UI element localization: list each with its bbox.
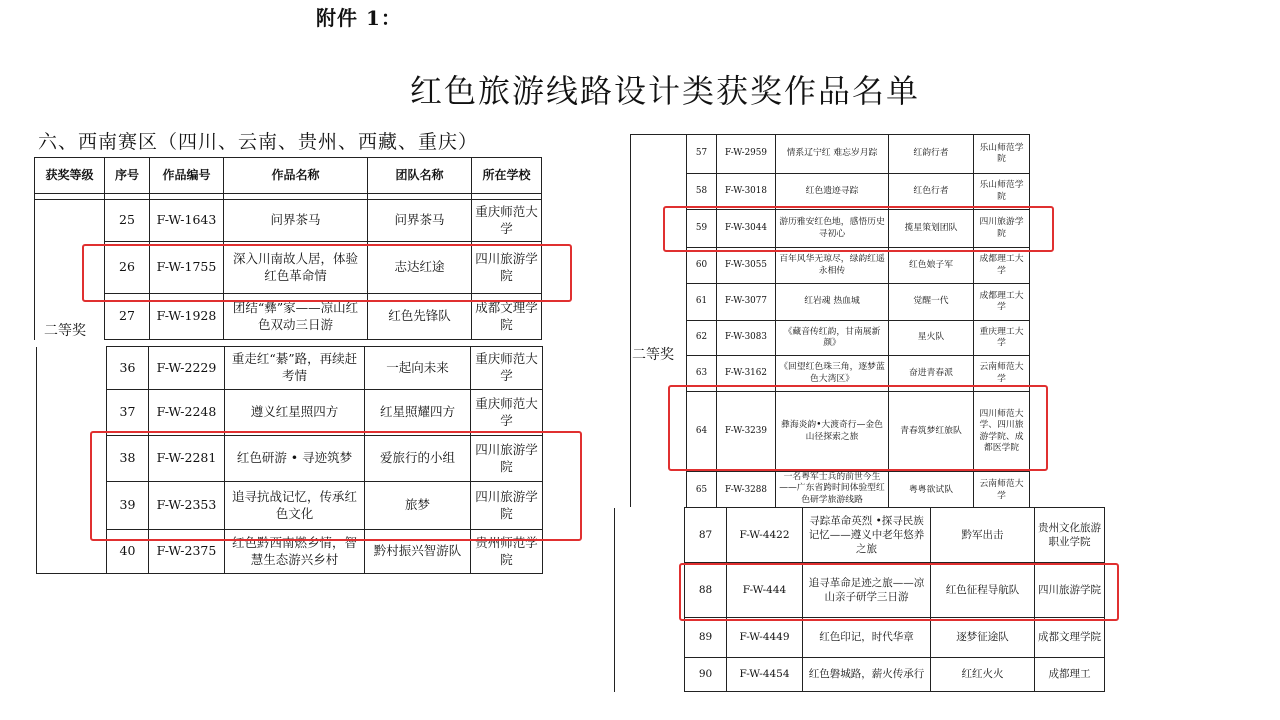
row-code: F-W-1755 bbox=[150, 242, 224, 294]
table-row bbox=[615, 508, 1105, 563]
row-code: F-W-3288 bbox=[717, 472, 776, 510]
row-team: 青春筑梦红旅队 bbox=[889, 392, 974, 472]
row-school: 成都理工大学 bbox=[974, 248, 1030, 284]
award-level-cell bbox=[37, 347, 107, 574]
attachment-label: 附件 1： bbox=[316, 6, 402, 30]
table-row bbox=[37, 482, 543, 530]
row-number: 64 bbox=[687, 392, 717, 472]
row-team: 逐梦征途队 bbox=[931, 618, 1035, 658]
row-school: 贵州文化旅游职业学院 bbox=[1035, 508, 1105, 563]
awards-table-a bbox=[34, 157, 542, 340]
row-team: 红星照耀四方 bbox=[365, 390, 471, 436]
row-code: F-W-3055 bbox=[717, 248, 776, 284]
table-row bbox=[631, 174, 1030, 210]
row-number: 87 bbox=[685, 508, 727, 563]
table-row bbox=[615, 563, 1105, 618]
row-number: 60 bbox=[687, 248, 717, 284]
row-code: F-W-4449 bbox=[727, 618, 803, 658]
row-team: 问界茶马 bbox=[368, 200, 472, 242]
row-code: F-W-1643 bbox=[150, 200, 224, 242]
header-work-code: 作品编号 bbox=[150, 158, 224, 194]
row-number: 25 bbox=[105, 200, 150, 242]
awards-table-b bbox=[36, 346, 543, 574]
table-row bbox=[37, 390, 543, 436]
row-school: 成都理工大学 bbox=[974, 284, 1030, 321]
row-school: 重庆师范大学 bbox=[471, 390, 543, 436]
row-school: 云南师范大学 bbox=[974, 356, 1030, 392]
row-team: 一起向未来 bbox=[365, 347, 471, 390]
row-number: 63 bbox=[687, 356, 717, 392]
row-work: 彝海炎韵•大渡奇行—金色山径探索之旅 bbox=[776, 392, 889, 472]
row-code: F-W-2281 bbox=[149, 436, 225, 482]
row-team: 粤粤欲试队 bbox=[889, 472, 974, 510]
row-code: F-W-3018 bbox=[717, 174, 776, 210]
row-work: 百年风华无琼尽，绿韵红遥永相传 bbox=[776, 248, 889, 284]
row-code: F-W-2375 bbox=[149, 530, 225, 574]
row-number: 38 bbox=[107, 436, 149, 482]
row-work: 游历雅安红色地，感悟历史寻初心 bbox=[776, 210, 889, 248]
row-number: 61 bbox=[687, 284, 717, 321]
table-fragment-a bbox=[34, 157, 542, 340]
table-row bbox=[631, 321, 1030, 356]
row-team: 红色先锋队 bbox=[368, 294, 472, 340]
table-row bbox=[37, 530, 543, 574]
header-number: 序号 bbox=[105, 158, 150, 194]
row-code: F-W-2229 bbox=[149, 347, 225, 390]
row-team: 红红火火 bbox=[931, 658, 1035, 692]
award-level-cell bbox=[615, 508, 685, 692]
table-row bbox=[37, 347, 543, 390]
row-team: 爱旅行的小组 bbox=[365, 436, 471, 482]
row-work: 深入川南故人居，体验红色革命情 bbox=[224, 242, 368, 294]
row-work: 情系辽宁红 难忘岁月踪 bbox=[776, 135, 889, 174]
row-team: 红色行者 bbox=[889, 174, 974, 210]
row-team: 旅梦 bbox=[365, 482, 471, 530]
row-number: 59 bbox=[687, 210, 717, 248]
row-school: 成都文理学院 bbox=[1035, 618, 1105, 658]
row-work: 问界茶马 bbox=[224, 200, 368, 242]
row-code: F-W-3162 bbox=[717, 356, 776, 392]
row-code: F-W-2959 bbox=[717, 135, 776, 174]
row-work: 一名粤军士兵的前世今生——广东省跨时间体验型红色研学旅游线路 bbox=[776, 472, 889, 510]
row-code: F-W-3239 bbox=[717, 392, 776, 472]
table-row bbox=[631, 210, 1030, 248]
row-number: 57 bbox=[687, 135, 717, 174]
row-code: F-W-444 bbox=[727, 563, 803, 618]
row-work: 重走红“綦”路，再续赶考情 bbox=[225, 347, 365, 390]
row-school: 重庆师范大学 bbox=[472, 200, 542, 242]
row-number: 90 bbox=[685, 658, 727, 692]
row-team: 黔村振兴智游队 bbox=[365, 530, 471, 574]
table-row bbox=[615, 658, 1105, 692]
row-work: 红色磐城路，薪火传承行 bbox=[803, 658, 931, 692]
row-code: F-W-3083 bbox=[717, 321, 776, 356]
table-row bbox=[35, 242, 542, 294]
table-row bbox=[631, 135, 1030, 174]
table-fragment-c bbox=[630, 134, 1030, 510]
row-number: 58 bbox=[687, 174, 717, 210]
award-level-label-left: 二等奖 bbox=[44, 320, 86, 340]
row-school: 成都理工 bbox=[1035, 658, 1105, 692]
row-team: 志达红途 bbox=[368, 242, 472, 294]
award-level-label-right: 二等奖 bbox=[632, 344, 674, 364]
row-number: 26 bbox=[105, 242, 150, 294]
row-number: 36 bbox=[107, 347, 149, 390]
row-team: 觉醒一代 bbox=[889, 284, 974, 321]
row-school: 四川旅游学院 bbox=[974, 210, 1030, 248]
table-header-row bbox=[35, 158, 542, 194]
row-school: 四川旅游学院 bbox=[471, 436, 543, 482]
row-team: 星火队 bbox=[889, 321, 974, 356]
row-work: 红色研游 • 寻迹筑梦 bbox=[225, 436, 365, 482]
row-school: 云南师范大学 bbox=[974, 472, 1030, 510]
row-school: 重庆理工大学 bbox=[974, 321, 1030, 356]
table-row bbox=[35, 200, 542, 242]
table-fragment-d bbox=[614, 507, 1105, 692]
row-code: F-W-4454 bbox=[727, 658, 803, 692]
row-school: 四川旅游学院 bbox=[1035, 563, 1105, 618]
row-code: F-W-1928 bbox=[150, 294, 224, 340]
row-work: 团结“彝”家——凉山红色双动三日游 bbox=[224, 294, 368, 340]
row-work: 追寻革命足迹之旅——凉山亲子研学三日游 bbox=[803, 563, 931, 618]
row-work: 红岩魂 热血城 bbox=[776, 284, 889, 321]
row-code: F-W-3044 bbox=[717, 210, 776, 248]
row-code: F-W-2248 bbox=[149, 390, 225, 436]
row-code: F-W-4422 bbox=[727, 508, 803, 563]
row-work: 遵义红星照四方 bbox=[225, 390, 365, 436]
row-school: 四川旅游学院 bbox=[471, 482, 543, 530]
table-fragment-b bbox=[36, 346, 543, 574]
awards-table-d bbox=[614, 507, 1105, 692]
table-row bbox=[631, 392, 1030, 472]
row-team: 红韵行者 bbox=[889, 135, 974, 174]
row-school: 乐山师范学院 bbox=[974, 174, 1030, 210]
row-number: 88 bbox=[685, 563, 727, 618]
table-row bbox=[37, 436, 543, 482]
row-work: 寻踪革命英烈 •探寻民族记忆——遵义中老年悠养之旅 bbox=[803, 508, 931, 563]
table-row bbox=[631, 284, 1030, 321]
row-team: 红色征程导航队 bbox=[931, 563, 1035, 618]
row-team: 黔军出击 bbox=[931, 508, 1035, 563]
row-school: 四川旅游学院 bbox=[472, 242, 542, 294]
row-work: 追寻抗战记忆，传承红色文化 bbox=[225, 482, 365, 530]
row-school: 重庆师范大学 bbox=[471, 347, 543, 390]
award-level-cell bbox=[35, 200, 105, 340]
row-work: 《藏音传红韵，甘南展新颜》 bbox=[776, 321, 889, 356]
region-heading: 六、西南赛区（四川、云南、贵州、西藏、重庆） bbox=[38, 131, 479, 153]
row-team: 红色娘子军 bbox=[889, 248, 974, 284]
row-number: 39 bbox=[107, 482, 149, 530]
header-school: 所在学校 bbox=[472, 158, 542, 194]
row-work: 《回望红色珠三角，逐梦蓝色大湾区》 bbox=[776, 356, 889, 392]
row-number: 27 bbox=[105, 294, 150, 340]
document-title: 红色旅游线路设计类获奖作品名单 bbox=[409, 72, 920, 110]
award-level-cell bbox=[631, 135, 687, 510]
awards-table-c bbox=[630, 134, 1030, 510]
row-code: F-W-3077 bbox=[717, 284, 776, 321]
table-row bbox=[631, 248, 1030, 284]
row-number: 62 bbox=[687, 321, 717, 356]
header-award-level: 获奖等级 bbox=[35, 158, 105, 194]
row-number: 65 bbox=[687, 472, 717, 510]
row-team: 揽星策划团队 bbox=[889, 210, 974, 248]
row-work: 红色遗迹寻踪 bbox=[776, 174, 889, 210]
table-row bbox=[615, 618, 1105, 658]
table-row bbox=[35, 294, 542, 340]
header-team-name: 团队名称 bbox=[368, 158, 472, 194]
row-school: 四川师范大学、四川旅游学院、成都医学院 bbox=[974, 392, 1030, 472]
table-row bbox=[631, 472, 1030, 510]
row-number: 37 bbox=[107, 390, 149, 436]
row-number: 40 bbox=[107, 530, 149, 574]
header-work-name: 作品名称 bbox=[224, 158, 368, 194]
table-row bbox=[631, 356, 1030, 392]
row-work: 红色印记，时代华章 bbox=[803, 618, 931, 658]
row-code: F-W-2353 bbox=[149, 482, 225, 530]
row-number: 89 bbox=[685, 618, 727, 658]
row-school: 乐山师范学院 bbox=[974, 135, 1030, 174]
row-school: 贵州师范学院 bbox=[471, 530, 543, 574]
row-work: 红色黔西南燃乡情，智慧生态游兴乡村 bbox=[225, 530, 365, 574]
row-school: 成都文理学院 bbox=[472, 294, 542, 340]
row-team: 奋进青春派 bbox=[889, 356, 974, 392]
